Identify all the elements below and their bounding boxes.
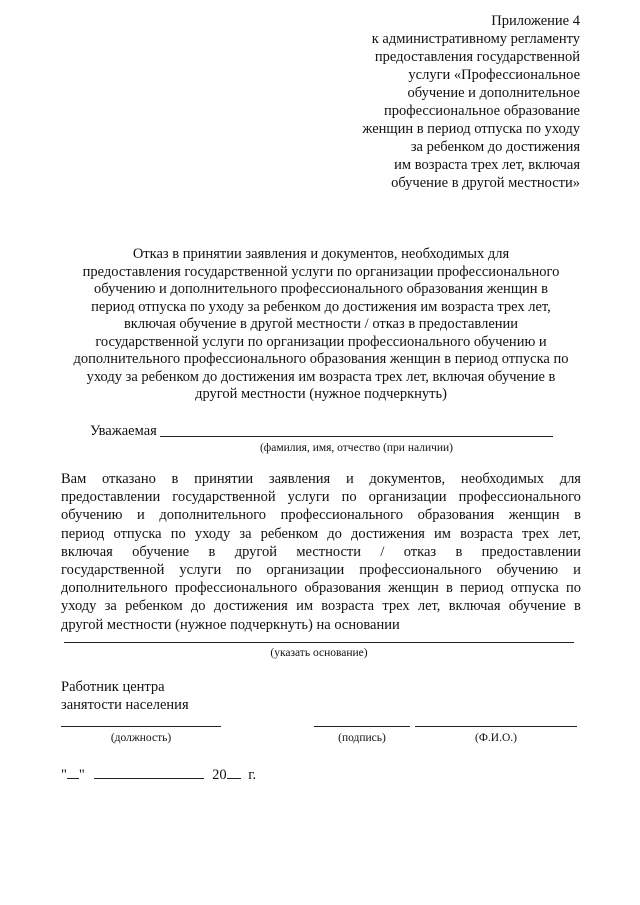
body-word: до — [190, 598, 206, 615]
body-word: предоставлении — [481, 543, 581, 560]
body-word: трех — [382, 598, 410, 615]
month-field[interactable] — [94, 765, 204, 779]
appendix-header — [280, 12, 580, 192]
body-word: женщин — [508, 507, 560, 524]
appendix-line: предоставления государственной — [374, 49, 580, 65]
body-word: возраста — [321, 598, 375, 615]
body-word: отпуска — [113, 525, 162, 542]
body-word: и — [573, 562, 581, 579]
body-word: для — [559, 471, 581, 487]
worker-line: Работник центра — [61, 679, 165, 695]
appendix-line: услуги «Профессиональное — [408, 67, 580, 83]
body-word: за — [239, 525, 252, 542]
body-word: / — [380, 543, 385, 560]
body-word: обучение — [508, 598, 566, 615]
signature-hint: (подпись) — [338, 732, 386, 744]
refusal-body — [61, 470, 581, 634]
title-line: уходу за ребенком до достижения им возраста трех лет, включая обучение в — [86, 368, 556, 385]
body-word: в — [574, 507, 581, 524]
body-word: в — [208, 543, 216, 560]
body-word: уходу — [61, 598, 97, 615]
body-word: им — [434, 525, 451, 542]
title-line: период отпуска по уходу за ребенком до достижения им возраста трех лет, — [91, 298, 551, 315]
body-word: лет, — [417, 598, 441, 615]
body-line — [61, 543, 581, 561]
body-word: возраста — [460, 525, 513, 542]
body-word: лет, — [558, 525, 581, 542]
title-line: обучению и дополнительного профессионального образования женщин в — [94, 281, 548, 297]
body-word: период — [61, 525, 105, 542]
body-word: ребенком — [125, 598, 183, 615]
year-suffix: г. — [248, 767, 257, 783]
title-line: включая обучение в другой местности / отказ в предоставлении — [123, 316, 519, 332]
appendix-line: к административному регламенту — [371, 31, 580, 47]
body-word: заявления — [268, 471, 331, 487]
body-word: документов, — [369, 471, 446, 487]
appendix-line: Приложение 4 — [491, 13, 580, 29]
appendix-line: обучение в другой местности» — [391, 175, 580, 191]
body-line — [61, 506, 581, 524]
body-word: и — [345, 471, 354, 487]
appendix-line: профессиональное образование — [383, 103, 580, 119]
body-last-line: другой местности (нужное подчеркнуть) на основании — [61, 616, 400, 633]
body-word: включая — [448, 598, 501, 615]
body-word: до — [327, 525, 342, 542]
body-word: обучению — [496, 562, 559, 579]
body-word: по — [170, 525, 186, 542]
body-word: отпуска — [510, 580, 559, 597]
appendix-line: обучение и дополнительное — [407, 85, 580, 101]
salutation-label: Уважаемая — [90, 423, 157, 439]
body-word: по — [341, 489, 357, 506]
full-name-hint: (Ф.И.О.) — [475, 732, 517, 744]
body-word: Вам — [61, 471, 87, 487]
body-word: профессионального — [280, 507, 404, 524]
body-word: в — [171, 471, 179, 487]
body-word: дополнительного — [159, 507, 267, 524]
body-word: включая — [61, 543, 113, 560]
body-word: достижения — [350, 525, 425, 542]
body-word: в — [574, 598, 581, 615]
body-word: в — [455, 543, 463, 560]
body-word: профессионального — [359, 562, 482, 579]
body-word: им — [296, 598, 314, 615]
position-hint: (должность) — [110, 732, 172, 744]
body-word: предоставлении — [61, 489, 161, 506]
body-line — [61, 525, 581, 543]
body-line — [61, 579, 581, 597]
body-word: дополнительного — [61, 580, 168, 597]
date-line — [61, 765, 256, 784]
body-word: уходу — [194, 525, 231, 542]
title-line: государственной услуги по организации профессионального обучению и — [95, 333, 547, 350]
body-word: местности — [296, 543, 362, 560]
body-word: организации — [368, 489, 447, 506]
appendix-line: им возраста трех лет, включая — [394, 157, 580, 173]
body-word: отказ — [403, 543, 437, 560]
body-word: организации — [266, 562, 345, 579]
body-word: услуги — [287, 489, 330, 506]
body-word: по — [236, 562, 252, 579]
basis-field[interactable] — [64, 628, 574, 643]
body-word: по — [565, 580, 581, 597]
body-word: профессионального — [174, 580, 298, 597]
body-word: обучению — [61, 507, 123, 524]
recipient-name-hint: (фамилия, имя, отчество (при наличии) — [259, 442, 454, 454]
body-line — [61, 561, 581, 579]
body-word: достижения — [213, 598, 288, 615]
worker-line: занятости населения — [61, 697, 189, 713]
document-title — [58, 246, 584, 404]
body-line — [61, 597, 581, 615]
title-line: Отказ в принятии заявления и документов, необходимых для — [132, 246, 510, 262]
body-word: государственной — [61, 562, 165, 579]
body-word: в — [446, 580, 453, 597]
body-word: профессионального — [458, 489, 581, 506]
title-line: дополнительного профессионального образования женщин в период отпуска по — [73, 351, 569, 367]
year-field[interactable] — [227, 765, 241, 779]
body-word: трех — [521, 525, 550, 542]
full-name-field[interactable] — [415, 716, 577, 727]
body-word: отказано — [102, 471, 156, 487]
position-field[interactable] — [61, 716, 221, 727]
basis-hint: (указать основание) — [270, 647, 368, 659]
body-word: принятии — [194, 471, 254, 487]
date-quote-open: " — [61, 767, 67, 783]
body-word: образования — [417, 507, 495, 524]
body-word: период — [460, 580, 504, 597]
body-line — [61, 488, 581, 506]
body-word: другой — [234, 543, 278, 560]
worker-label — [61, 678, 189, 714]
title-line: другой местности (нужное подчеркнуть) — [195, 386, 447, 402]
recipient-name-field[interactable] — [160, 423, 553, 437]
year-prefix: 20 — [212, 767, 227, 783]
body-word: образования — [304, 580, 381, 597]
body-word: за — [104, 598, 117, 615]
title-line: предоставления государственной услуги по организации профессионального — [82, 263, 560, 280]
day-field[interactable] — [67, 765, 79, 779]
appendix-line: женщин в период отпуска по уходу — [362, 121, 580, 137]
body-word: ребенком — [260, 525, 319, 542]
body-word: государственной — [172, 489, 276, 506]
appendix-line: за ребенком до достижения — [410, 139, 580, 155]
body-line — [61, 470, 581, 488]
body-word: и — [137, 507, 145, 524]
body-word: услуги — [179, 562, 222, 579]
date-quote-close: " — [78, 767, 85, 783]
signature-field[interactable] — [314, 716, 410, 727]
body-word: необходимых — [460, 471, 544, 487]
body-word: обучение — [132, 543, 190, 560]
body-word: женщин — [388, 580, 439, 597]
